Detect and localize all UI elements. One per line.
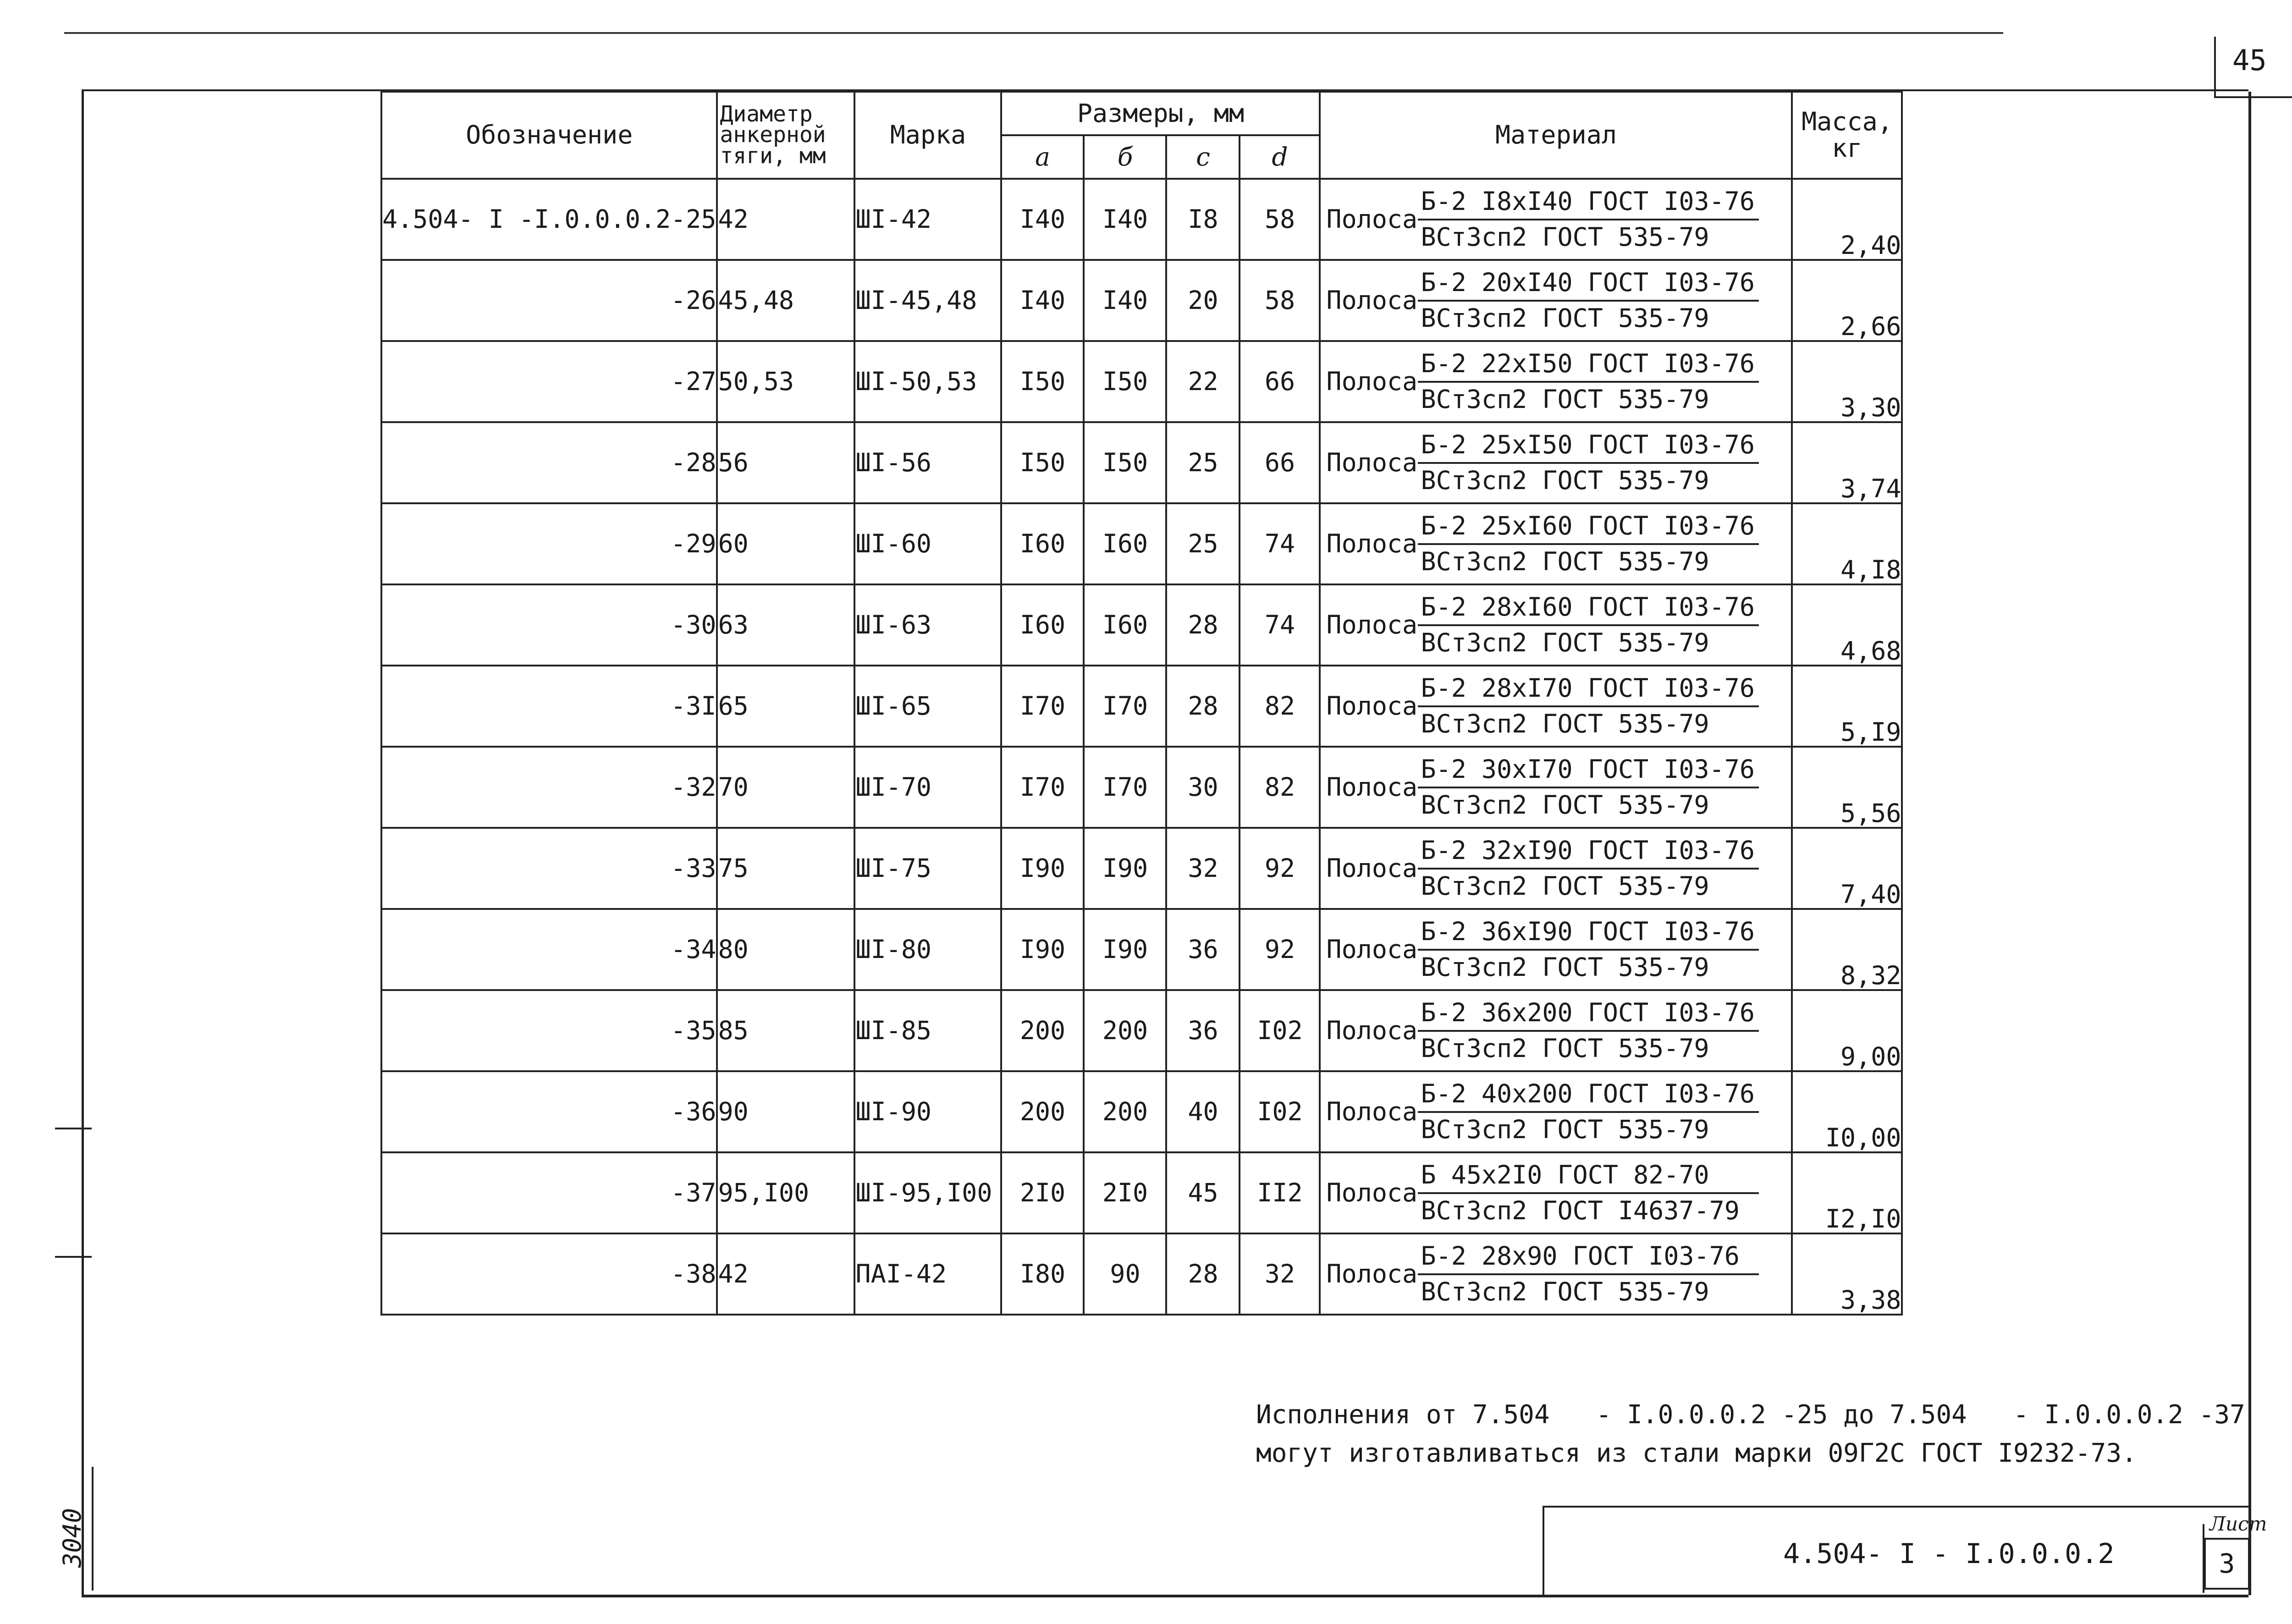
material-type: Полоса	[1326, 285, 1418, 315]
mark-cell: ПАI-42	[854, 1233, 1001, 1315]
designation-cell: 4.504- I -I.0.0.0.2-25	[381, 179, 717, 260]
material-profile: Б-2 36x200 ГОСТ I03-76	[1418, 998, 1759, 1032]
material-profile: Б-2 20xI40 ГОСТ I03-76	[1418, 268, 1759, 302]
dim-a-cell: I80	[1001, 1233, 1084, 1315]
title-block-code: 4.504- I - I.0.0.0.2	[1783, 1538, 2115, 1570]
designation-cell: -32	[381, 747, 717, 828]
dim-b-cell: 90	[1084, 1233, 1166, 1315]
designation-cell: -3I	[381, 666, 717, 747]
designation-cell: -26	[381, 260, 717, 341]
mass-cell: 4,I8	[1792, 503, 1902, 584]
dim-b-cell: 2I0	[1084, 1152, 1166, 1233]
dim-c-cell: 20	[1166, 260, 1240, 341]
sheet-number: 3	[2204, 1538, 2250, 1590]
designation-cell: -34	[381, 909, 717, 990]
material-profile: Б-2 30xI70 ГОСТ I03-76	[1418, 754, 1759, 788]
mass-cell: 2,40	[1792, 179, 1902, 260]
dim-a-cell: 200	[1001, 990, 1084, 1071]
dim-d-cell: 82	[1240, 666, 1320, 747]
dim-b-cell: I40	[1084, 179, 1166, 260]
specification-table	[380, 91, 1903, 1316]
dim-a-cell: I90	[1001, 909, 1084, 990]
mark-cell: ШI-45,48	[854, 260, 1001, 341]
material-steel: ВСт3сп2 ГОСТ 535-79	[1421, 871, 1709, 901]
mark-cell: ШI-60	[854, 503, 1001, 584]
dim-d-cell: 74	[1240, 503, 1320, 584]
material-steel: ВСт3сп2 ГОСТ 535-79	[1421, 1114, 1709, 1144]
material-steel: ВСт3сп2 ГОСТ 535-79	[1421, 790, 1709, 820]
mark-cell: ШI-90	[854, 1071, 1001, 1152]
header-diameter: Диаметр анкерной тяги, мм	[717, 92, 854, 179]
dim-c-cell: 25	[1166, 503, 1240, 584]
header-mass: Масса, кг	[1792, 92, 1902, 179]
material-profile: Б-2 25xI60 ГОСТ I03-76	[1418, 511, 1759, 545]
dim-c-cell: 40	[1166, 1071, 1240, 1152]
material-cell	[1320, 1071, 1792, 1152]
dim-c-cell: 36	[1166, 990, 1240, 1071]
material-type: Полоса	[1326, 1259, 1418, 1288]
table-row	[381, 1152, 1902, 1233]
dim-a-cell: I60	[1001, 584, 1084, 666]
dim-b-cell: I40	[1084, 260, 1166, 341]
mass-cell: 7,40	[1792, 828, 1902, 909]
header-material: Материал	[1320, 92, 1792, 179]
dim-a-cell: I50	[1001, 422, 1084, 503]
material-type: Полоса	[1326, 528, 1418, 558]
side-tick	[55, 1128, 92, 1129]
table-row	[381, 747, 1902, 828]
table-row	[381, 666, 1902, 747]
mass-cell: 9,00	[1792, 990, 1902, 1071]
mass-cell: 5,56	[1792, 747, 1902, 828]
dim-b-cell: 200	[1084, 990, 1166, 1071]
dim-c-cell: 25	[1166, 422, 1240, 503]
note-line-1: Исполнения от 7.504 - I.0.0.0.2 -25 до 7.504 - I.0.0.0.2 -37	[1256, 1400, 2245, 1430]
material-type: Полоса	[1326, 610, 1418, 639]
sheet-label: Лист	[2209, 1513, 2267, 1535]
dim-a-cell: I50	[1001, 341, 1084, 422]
designation-cell: -30	[381, 584, 717, 666]
side-stamp-text: 3040	[58, 1508, 87, 1568]
diameter-cell: 63	[717, 584, 854, 666]
dim-c-cell: 28	[1166, 584, 1240, 666]
dim-d-cell: 82	[1240, 747, 1320, 828]
material-profile: Б-2 28x90 ГОСТ I03-76	[1418, 1241, 1759, 1275]
diameter-cell: 65	[717, 666, 854, 747]
dim-d-cell: 92	[1240, 909, 1320, 990]
diameter-cell: 56	[717, 422, 854, 503]
mark-cell: ШI-95,I00	[854, 1152, 1001, 1233]
material-type: Полоса	[1326, 853, 1418, 883]
header-mark: Марка	[854, 92, 1001, 179]
material-steel: ВСт3сп2 ГОСТ 535-79	[1421, 709, 1709, 738]
material-type: Полоса	[1326, 691, 1418, 721]
designation-cell: -35	[381, 990, 717, 1071]
diameter-cell: 85	[717, 990, 854, 1071]
material-type: Полоса	[1326, 1178, 1418, 1207]
material-steel: ВСт3сп2 ГОСТ 535-79	[1421, 952, 1709, 982]
mark-cell: ШI-65	[854, 666, 1001, 747]
material-cell	[1320, 341, 1792, 422]
material-cell	[1320, 990, 1792, 1071]
material-profile: Б-2 28xI70 ГОСТ I03-76	[1418, 673, 1759, 707]
dim-a-cell: I40	[1001, 179, 1084, 260]
mark-cell: ШI-80	[854, 909, 1001, 990]
table-row	[381, 341, 1902, 422]
dim-b-cell: I70	[1084, 747, 1166, 828]
material-profile: Б-2 I8xI40 ГОСТ I03-76	[1418, 187, 1759, 220]
material-steel: ВСт3сп2 ГОСТ 535-79	[1421, 546, 1709, 576]
material-type: Полоса	[1326, 366, 1418, 396]
material-cell	[1320, 1233, 1792, 1315]
diameter-cell: 90	[717, 1071, 854, 1152]
mark-cell: ШI-75	[854, 828, 1001, 909]
dim-c-cell: 32	[1166, 828, 1240, 909]
side-stamp	[55, 1467, 94, 1591]
dim-b-cell: 200	[1084, 1071, 1166, 1152]
table-row	[381, 828, 1902, 909]
material-steel: ВСт3сп2 ГОСТ 535-79	[1421, 303, 1709, 333]
material-cell	[1320, 179, 1792, 260]
diameter-cell: 80	[717, 909, 854, 990]
material-steel: ВСт3сп2 ГОСТ I4637-79	[1421, 1195, 1740, 1225]
header-dim-d: d	[1240, 135, 1320, 179]
dim-a-cell: I70	[1001, 666, 1084, 747]
material-profile: Б-2 32xI90 ГОСТ I03-76	[1418, 836, 1759, 870]
material-cell	[1320, 260, 1792, 341]
dim-b-cell: I50	[1084, 341, 1166, 422]
note	[1256, 1396, 2245, 1473]
table-row	[381, 1071, 1902, 1152]
table-row	[381, 1233, 1902, 1315]
dim-d-cell: II2	[1240, 1152, 1320, 1233]
mass-cell: 3,30	[1792, 341, 1902, 422]
mark-cell: ШI-85	[854, 990, 1001, 1071]
material-cell	[1320, 909, 1792, 990]
dim-a-cell: 200	[1001, 1071, 1084, 1152]
diameter-cell: 42	[717, 179, 854, 260]
table-row	[381, 260, 1902, 341]
diameter-cell: 95,I00	[717, 1152, 854, 1233]
material-profile: Б-2 40x200 ГОСТ I03-76	[1418, 1079, 1759, 1113]
mark-cell: ШI-70	[854, 747, 1001, 828]
designation-cell: -38	[381, 1233, 717, 1315]
dim-a-cell: I60	[1001, 503, 1084, 584]
designation-cell: -37	[381, 1152, 717, 1233]
mass-cell: I2,I0	[1792, 1152, 1902, 1233]
table-row	[381, 584, 1902, 666]
dim-c-cell: 36	[1166, 909, 1240, 990]
dim-a-cell: 2I0	[1001, 1152, 1084, 1233]
material-cell	[1320, 1152, 1792, 1233]
material-type: Полоса	[1326, 447, 1418, 477]
material-type: Полоса	[1326, 1096, 1418, 1126]
mass-cell: 2,66	[1792, 260, 1902, 341]
mass-cell: 5,I9	[1792, 666, 1902, 747]
material-steel: ВСт3сп2 ГОСТ 535-79	[1421, 1277, 1709, 1306]
designation-cell: -28	[381, 422, 717, 503]
dim-d-cell: 66	[1240, 422, 1320, 503]
table-row	[381, 990, 1902, 1071]
table-row	[381, 422, 1902, 503]
dim-c-cell: I8	[1166, 179, 1240, 260]
page-number: 45	[2232, 44, 2267, 77]
material-steel: ВСт3сп2 ГОСТ 535-79	[1421, 222, 1709, 252]
material-cell	[1320, 747, 1792, 828]
diameter-cell: 50,53	[717, 341, 854, 422]
material-profile: Б-2 25xI50 ГОСТ I03-76	[1418, 430, 1759, 464]
dim-c-cell: 30	[1166, 747, 1240, 828]
material-profile: Б 45x2I0 ГОСТ 82-70	[1418, 1160, 1759, 1194]
diameter-cell: 60	[717, 503, 854, 584]
mass-cell: 3,38	[1792, 1233, 1902, 1315]
material-cell	[1320, 828, 1792, 909]
material-profile: Б-2 22xI50 ГОСТ I03-76	[1418, 349, 1759, 383]
diameter-cell: 70	[717, 747, 854, 828]
designation-cell: -29	[381, 503, 717, 584]
dim-d-cell: 92	[1240, 828, 1320, 909]
dim-c-cell: 45	[1166, 1152, 1240, 1233]
mark-cell: ШI-50,53	[854, 341, 1001, 422]
dim-d-cell: 58	[1240, 260, 1320, 341]
dim-a-cell: I70	[1001, 747, 1084, 828]
dim-b-cell: I60	[1084, 584, 1166, 666]
diameter-cell: 75	[717, 828, 854, 909]
mark-cell: ШI-42	[854, 179, 1001, 260]
material-cell	[1320, 422, 1792, 503]
drawing-frame-right-edge	[2248, 92, 2251, 1595]
mark-cell: ШI-63	[854, 584, 1001, 666]
header-dim-a: a	[1001, 135, 1084, 179]
material-type: Полоса	[1326, 204, 1418, 234]
header-dim-b: б	[1084, 135, 1166, 179]
dim-d-cell: 74	[1240, 584, 1320, 666]
material-steel: ВСт3сп2 ГОСТ 535-79	[1421, 384, 1709, 414]
dim-c-cell: 28	[1166, 1233, 1240, 1315]
dim-b-cell: I50	[1084, 422, 1166, 503]
dim-c-cell: 22	[1166, 341, 1240, 422]
material-steel: ВСт3сп2 ГОСТ 535-79	[1421, 628, 1709, 657]
dim-a-cell: I90	[1001, 828, 1084, 909]
diameter-cell: 45,48	[717, 260, 854, 341]
dim-d-cell: 66	[1240, 341, 1320, 422]
mass-cell: 3,74	[1792, 422, 1902, 503]
top-rule	[64, 32, 2003, 34]
designation-cell: -36	[381, 1071, 717, 1152]
mass-cell: I0,00	[1792, 1071, 1902, 1152]
material-cell	[1320, 503, 1792, 584]
material-cell	[1320, 666, 1792, 747]
material-type: Полоса	[1326, 1015, 1418, 1045]
table-row	[381, 179, 1902, 260]
diameter-cell: 42	[717, 1233, 854, 1315]
material-cell	[1320, 584, 1792, 666]
mark-cell: ШI-56	[854, 422, 1001, 503]
dim-b-cell: I90	[1084, 909, 1166, 990]
dim-a-cell: I40	[1001, 260, 1084, 341]
mass-cell: 8,32	[1792, 909, 1902, 990]
material-profile: Б-2 36xI90 ГОСТ I03-76	[1418, 917, 1759, 951]
material-profile: Б-2 28xI60 ГОСТ I03-76	[1418, 592, 1759, 626]
material-steel: ВСт3сп2 ГОСТ 535-79	[1421, 465, 1709, 495]
dim-c-cell: 28	[1166, 666, 1240, 747]
dim-b-cell: I70	[1084, 666, 1166, 747]
dim-d-cell: 32	[1240, 1233, 1320, 1315]
designation-cell: -33	[381, 828, 717, 909]
header-designation: Обозначение	[381, 92, 717, 179]
dim-d-cell: 58	[1240, 179, 1320, 260]
header-dim-c: c	[1166, 135, 1240, 179]
note-line-2: могут изготавливаться из стали марки 09Г2С ГОСТ I9232-73.	[1256, 1438, 2137, 1468]
header-dimensions: Размеры, мм	[1001, 92, 1320, 135]
dim-b-cell: I90	[1084, 828, 1166, 909]
material-type: Полоса	[1326, 772, 1418, 802]
dim-d-cell: I02	[1240, 1071, 1320, 1152]
table-row	[381, 909, 1902, 990]
designation-cell: -27	[381, 341, 717, 422]
table-row	[381, 503, 1902, 584]
dim-d-cell: I02	[1240, 990, 1320, 1071]
dim-b-cell: I60	[1084, 503, 1166, 584]
side-tick	[55, 1256, 92, 1258]
material-type: Полоса	[1326, 934, 1418, 964]
mass-cell: 4,68	[1792, 584, 1902, 666]
material-steel: ВСт3сп2 ГОСТ 535-79	[1421, 1033, 1709, 1063]
